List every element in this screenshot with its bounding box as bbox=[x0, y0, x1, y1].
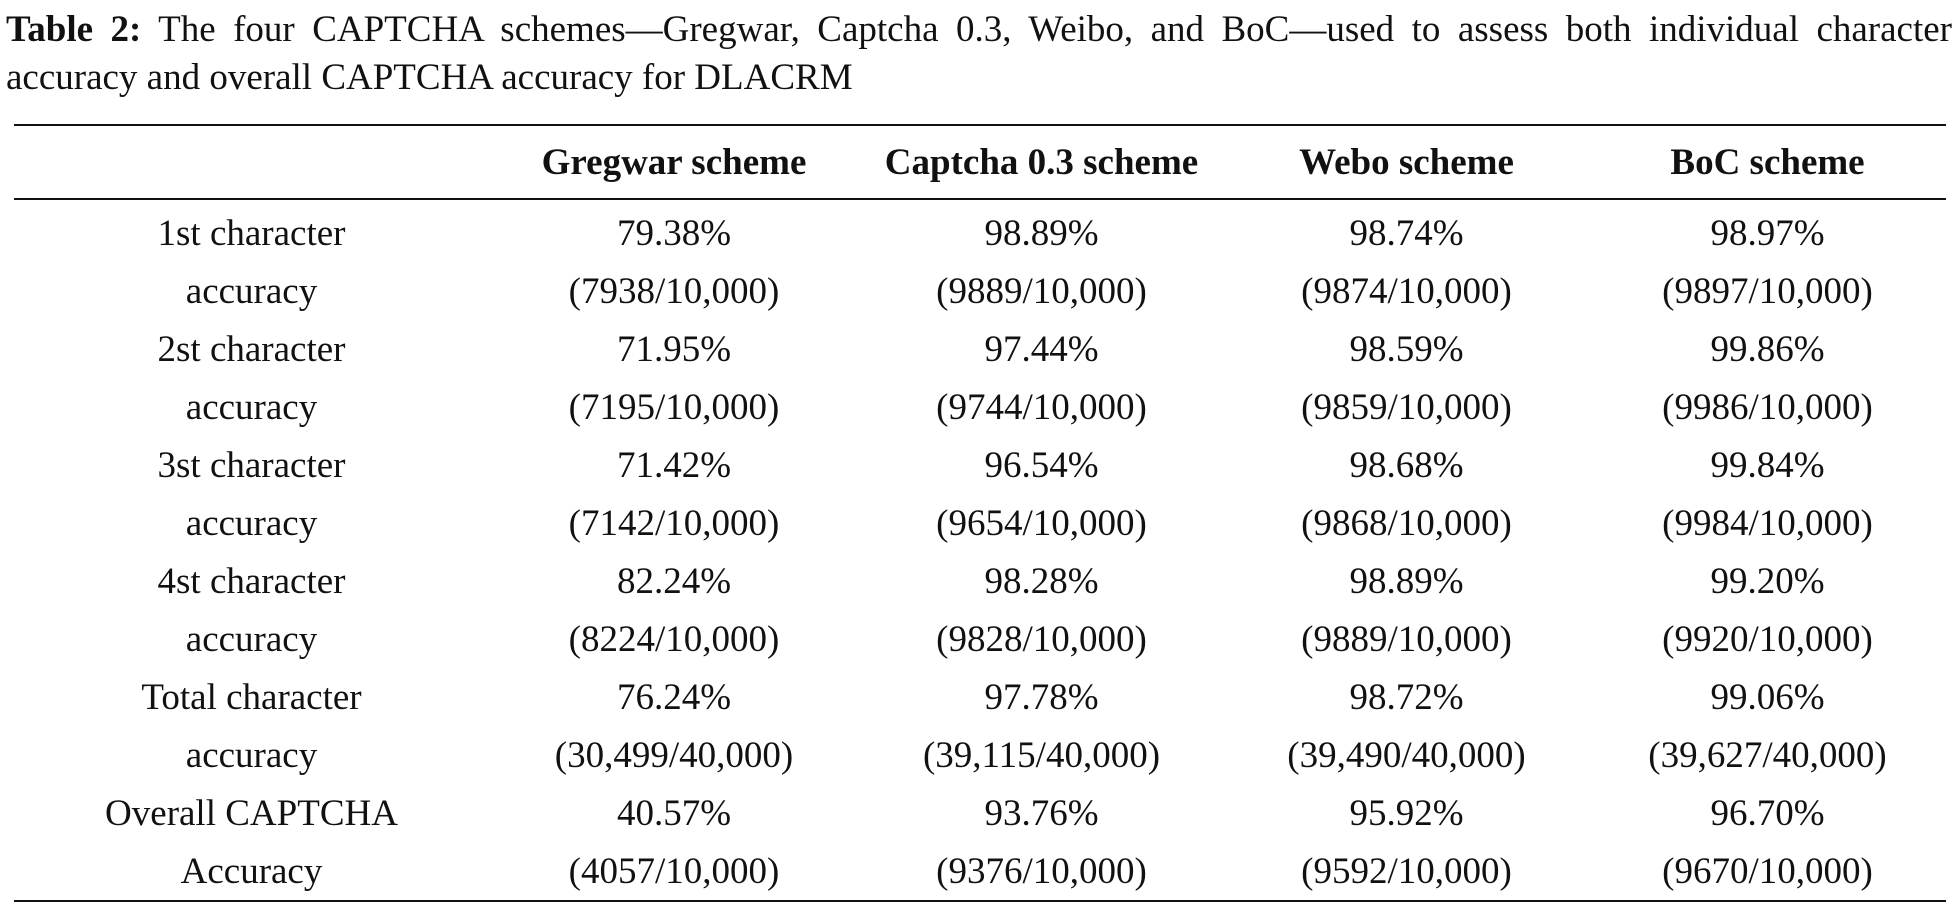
webo-cell: 98.74% bbox=[1349, 212, 1464, 254]
boc-cell: (9920/10,000) bbox=[1662, 618, 1873, 660]
table-header bbox=[14, 125, 1946, 199]
webo-cell: 95.92% bbox=[1349, 792, 1464, 834]
gregwar-cell: 82.24% bbox=[616, 560, 732, 602]
table-row bbox=[14, 552, 1946, 610]
row-label-cell: 4st character bbox=[157, 560, 346, 602]
row-label-cell: accuracy bbox=[185, 270, 318, 312]
row-label-cell: 2st character bbox=[157, 328, 346, 370]
captcha03-cell: (9744/10,000) bbox=[936, 386, 1147, 428]
captcha03-cell: (9889/10,000) bbox=[936, 270, 1147, 312]
boc-cell: 99.06% bbox=[1710, 676, 1825, 718]
boc-cell: (9986/10,000) bbox=[1662, 386, 1873, 428]
captcha03-cell: 96.54% bbox=[984, 444, 1099, 486]
webo-cell: (9592/10,000) bbox=[1301, 850, 1512, 892]
gregwar-cell: 71.42% bbox=[616, 444, 732, 486]
table-row bbox=[14, 262, 1946, 320]
row-label-cell: Total character bbox=[141, 676, 362, 718]
webo-cell: 98.68% bbox=[1349, 444, 1464, 486]
gregwar-cell: (8224/10,000) bbox=[568, 618, 780, 660]
table-row bbox=[14, 784, 1946, 842]
boc-cell: (9984/10,000) bbox=[1662, 502, 1873, 544]
header-row-label bbox=[14, 125, 489, 199]
header-boc: BoC scheme bbox=[1670, 141, 1865, 183]
table-row bbox=[14, 726, 1946, 784]
webo-cell: 98.59% bbox=[1349, 328, 1464, 370]
captcha03-cell: (9376/10,000) bbox=[936, 850, 1147, 892]
row-label-cell: accuracy bbox=[185, 618, 318, 660]
webo-cell: (9868/10,000) bbox=[1301, 502, 1512, 544]
captcha03-cell: 98.28% bbox=[984, 560, 1099, 602]
table-caption bbox=[6, 6, 1952, 102]
row-label-cell: Overall CAPTCHA bbox=[105, 792, 398, 834]
webo-cell: (9859/10,000) bbox=[1301, 386, 1512, 428]
boc-cell: (9897/10,000) bbox=[1662, 270, 1873, 312]
webo-cell: 98.72% bbox=[1349, 676, 1464, 718]
gregwar-cell: 40.57% bbox=[616, 792, 732, 834]
webo-cell: (9889/10,000) bbox=[1301, 618, 1512, 660]
table-row bbox=[14, 320, 1946, 378]
row-label-cell: Accuracy bbox=[180, 850, 323, 892]
results-table-container bbox=[14, 124, 1946, 902]
row-label-cell: accuracy bbox=[185, 502, 318, 544]
header-captcha03: Captcha 0.3 scheme bbox=[884, 141, 1199, 183]
gregwar-cell: (7142/10,000) bbox=[568, 502, 780, 544]
table-row bbox=[14, 378, 1946, 436]
gregwar-cell: (30,499/40,000) bbox=[554, 734, 794, 776]
boc-cell: (39,627/40,000) bbox=[1648, 734, 1887, 776]
gregwar-cell: 76.24% bbox=[616, 676, 732, 718]
boc-cell: 99.84% bbox=[1710, 444, 1825, 486]
table-row bbox=[14, 436, 1946, 494]
captcha03-cell: (39,115/40,000) bbox=[922, 734, 1161, 776]
row-label-cell: 3st character bbox=[157, 444, 346, 486]
gregwar-cell: 71.95% bbox=[616, 328, 732, 370]
table-row bbox=[14, 494, 1946, 552]
caption-label: Table 2: bbox=[6, 9, 142, 50]
webo-cell: (9874/10,000) bbox=[1301, 270, 1512, 312]
boc-cell: 99.20% bbox=[1710, 560, 1825, 602]
gregwar-cell: 79.38% bbox=[616, 212, 732, 254]
captcha03-cell: 97.44% bbox=[984, 328, 1099, 370]
boc-cell: (9670/10,000) bbox=[1662, 850, 1873, 892]
header-webo: Webo scheme bbox=[1299, 141, 1514, 183]
row-label-cell: 1st character bbox=[157, 212, 346, 254]
webo-cell: (39,490/40,000) bbox=[1287, 734, 1526, 776]
captcha03-cell: (9654/10,000) bbox=[936, 502, 1147, 544]
table-row bbox=[14, 668, 1946, 726]
table-row bbox=[14, 842, 1946, 901]
gregwar-cell: (7195/10,000) bbox=[568, 386, 780, 428]
captcha03-cell: 93.76% bbox=[984, 792, 1099, 834]
table-row bbox=[14, 199, 1946, 262]
row-label-cell: accuracy bbox=[185, 734, 318, 776]
gregwar-cell: (4057/10,000) bbox=[568, 850, 780, 892]
boc-cell: 98.97% bbox=[1710, 212, 1825, 254]
table-row bbox=[14, 610, 1946, 668]
row-label-cell: accuracy bbox=[185, 386, 318, 428]
boc-cell: 99.86% bbox=[1710, 328, 1825, 370]
caption-text: The four CAPTCHA schemes—Gregwar, Captcha 0.3, Weibo, and BoC—used to assess both individual character accuracy and overall CAPTCHA accuracy for DLACRM bbox=[6, 9, 1952, 98]
webo-cell: 98.89% bbox=[1349, 560, 1464, 602]
captcha03-cell: 97.78% bbox=[984, 676, 1099, 718]
results-table bbox=[14, 124, 1946, 902]
captcha03-cell: (9828/10,000) bbox=[936, 618, 1147, 660]
gregwar-cell: (7938/10,000) bbox=[568, 270, 780, 312]
boc-cell: 96.70% bbox=[1710, 792, 1825, 834]
captcha03-cell: 98.89% bbox=[984, 212, 1099, 254]
header-gregwar: Gregwar scheme bbox=[541, 141, 807, 183]
header-row bbox=[14, 125, 1946, 199]
table-body bbox=[14, 199, 1946, 901]
